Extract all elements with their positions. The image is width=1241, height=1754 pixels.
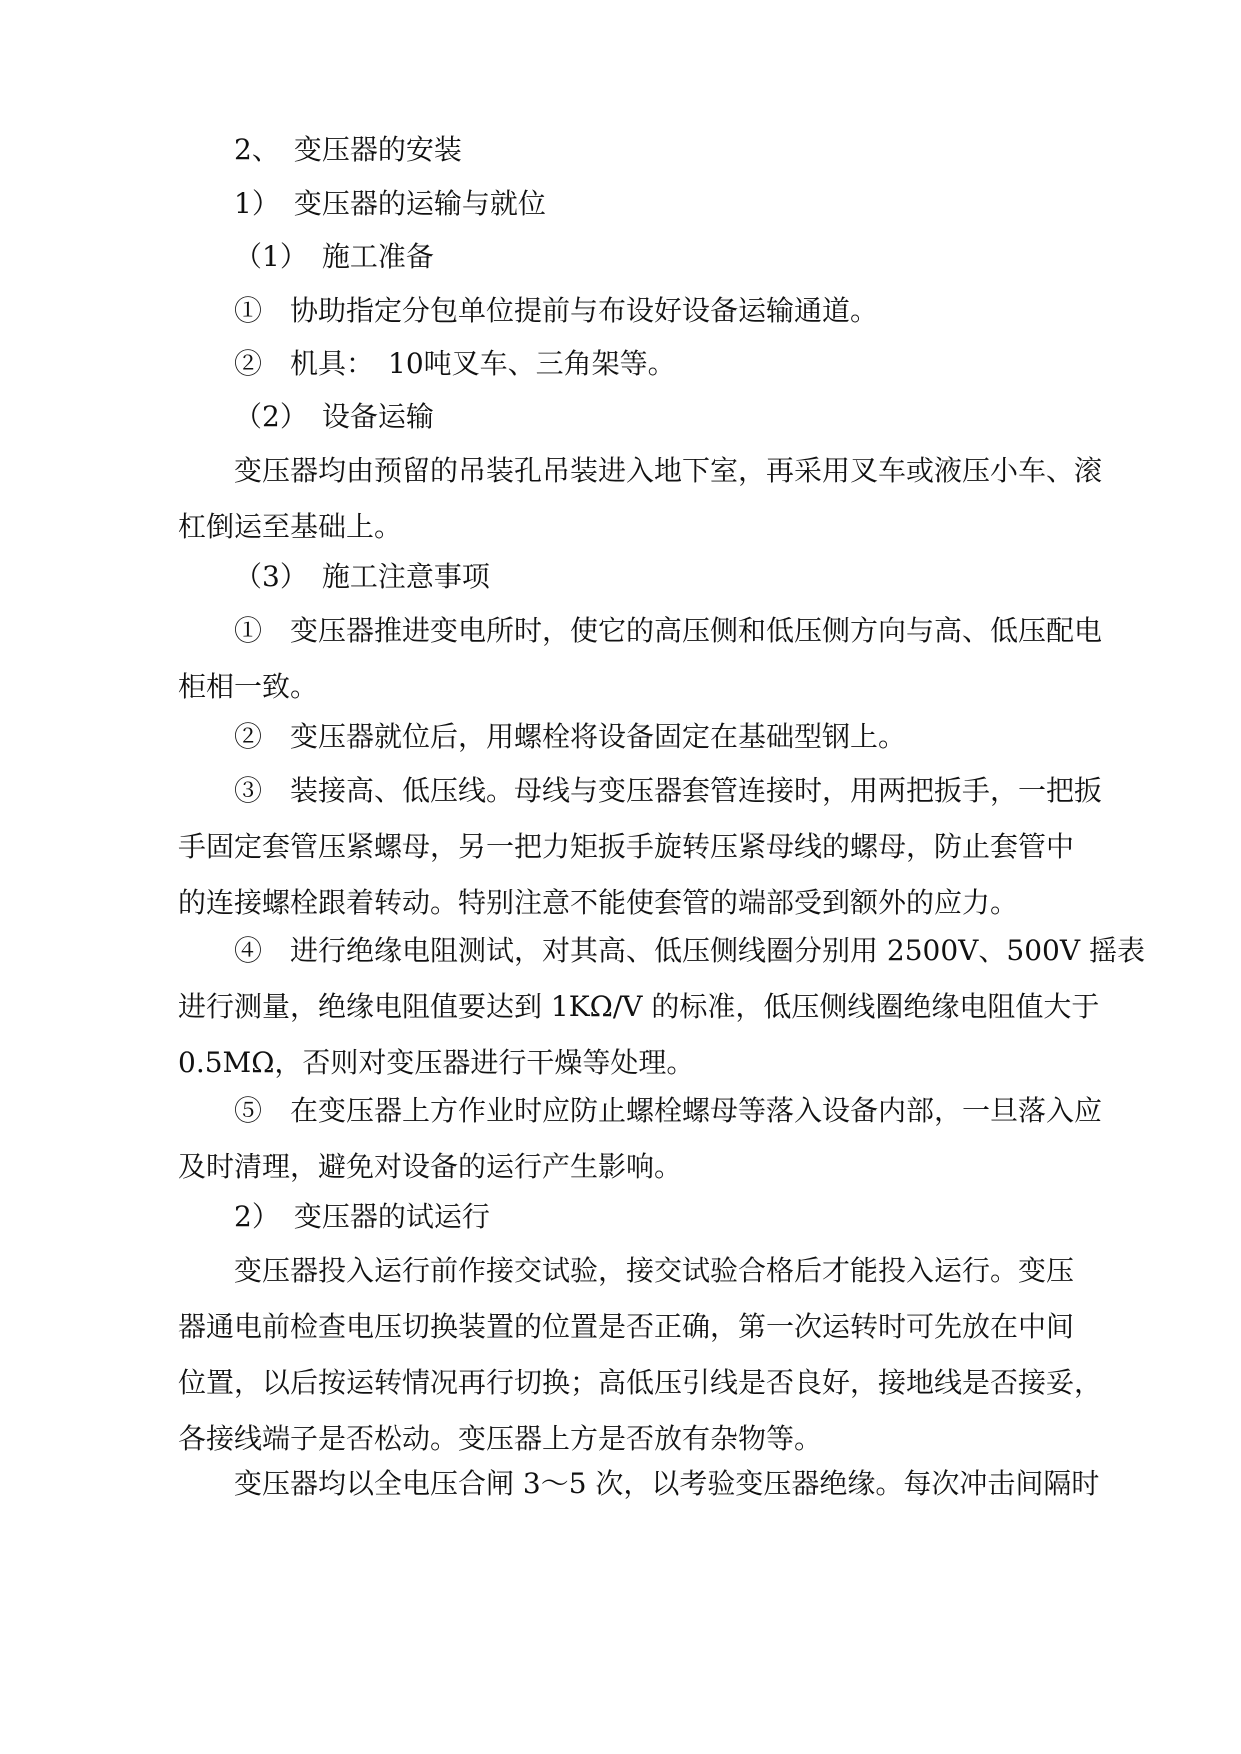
transport-line-2: 杠倒运至基础上。: [178, 510, 403, 543]
note-3-line-2: 手固定套管压紧螺母，另一把力矩扳手旋转压紧母线的螺母，防止套管中: [178, 830, 1075, 863]
note-3-line-3: 的连接螺栓跟着转动。特别注意不能使套管的端部受到额外的应力。: [178, 886, 1019, 919]
transport-subheading: （2） 设备运输: [234, 400, 434, 433]
trial-paragraph-2: 变压器均以全电压合闸 3～5 次，以考验变压器绝缘。每次冲击间隔时: [234, 1467, 1100, 1500]
trial-line-2: 器通电前检查电压切换装置的位置是否正确，第一次运转时可先放在中间: [178, 1310, 1075, 1343]
notes-subheading: （3） 施工注意事项: [234, 560, 490, 593]
note-4-paragraph: [178, 923, 1145, 1091]
note-1-line-2: 柜相一致。: [178, 670, 319, 703]
note-5-paragraph: [178, 1083, 1118, 1195]
transport-line-1: 变压器均由预留的吊装孔吊装进入地下室，再采用叉车或液压小车、滚: [234, 454, 1103, 487]
trial-line-4: 各接线端子是否松动。变压器上方是否放有杂物等。: [178, 1422, 823, 1455]
note-3-paragraph: [178, 763, 1118, 931]
transport-heading: 1） 变压器的运输与就位: [234, 187, 546, 220]
trial-line-1: 变压器投入运行前作接交试验，接交试验合格后才能投入运行。变压: [234, 1254, 1075, 1287]
prep-subheading: （1） 施工准备: [234, 240, 434, 273]
trial-paragraph: [178, 1243, 1118, 1467]
note-5-line-1: ⑤ 在变压器上方作业时应防止螺栓螺母等落入设备内部，一旦落入应: [234, 1094, 1103, 1127]
note-5-line-2: 及时清理，避免对设备的运行产生影响。: [178, 1150, 683, 1183]
note-4-line-1: ④ 进行绝缘电阻测试，对其高、低压侧线圈分别用 2500V、500V 摇表: [234, 934, 1145, 967]
prep-item-1: ① 协助指定分包单位提前与布设好设备运输通道。: [234, 294, 879, 327]
note-2: ② 变压器就位后，用螺栓将设备固定在基础型钢上。: [234, 720, 907, 753]
note-3-line-1: ③ 装接高、低压线。母线与变压器套管连接时，用两把扳手，一把扳: [234, 774, 1103, 807]
trial-line-3: 位置，以后按运转情况再行切换；高低压引线是否良好，接地线是否接妥，: [178, 1366, 1103, 1399]
section-heading: 2、 变压器的安装: [234, 133, 462, 166]
note-4-line-2: 进行测量，绝缘电阻值要达到 1KΩ/V 的标准，低压侧线圈绝缘电阻值大于: [178, 990, 1100, 1023]
note-4-line-3: 0.5MΩ，否则对变压器进行干燥等处理。: [178, 1046, 695, 1079]
note-1-line-1: ① 变压器推进变电所时，使它的高压侧和低压侧方向与高、低压配电: [234, 614, 1103, 647]
note-1-paragraph: [178, 603, 1118, 715]
prep-item-2: ② 机具： 10吨叉车、三角架等。: [234, 347, 676, 380]
trial-heading: 2） 变压器的试运行: [234, 1200, 490, 1233]
transport-paragraph: [178, 443, 1118, 555]
